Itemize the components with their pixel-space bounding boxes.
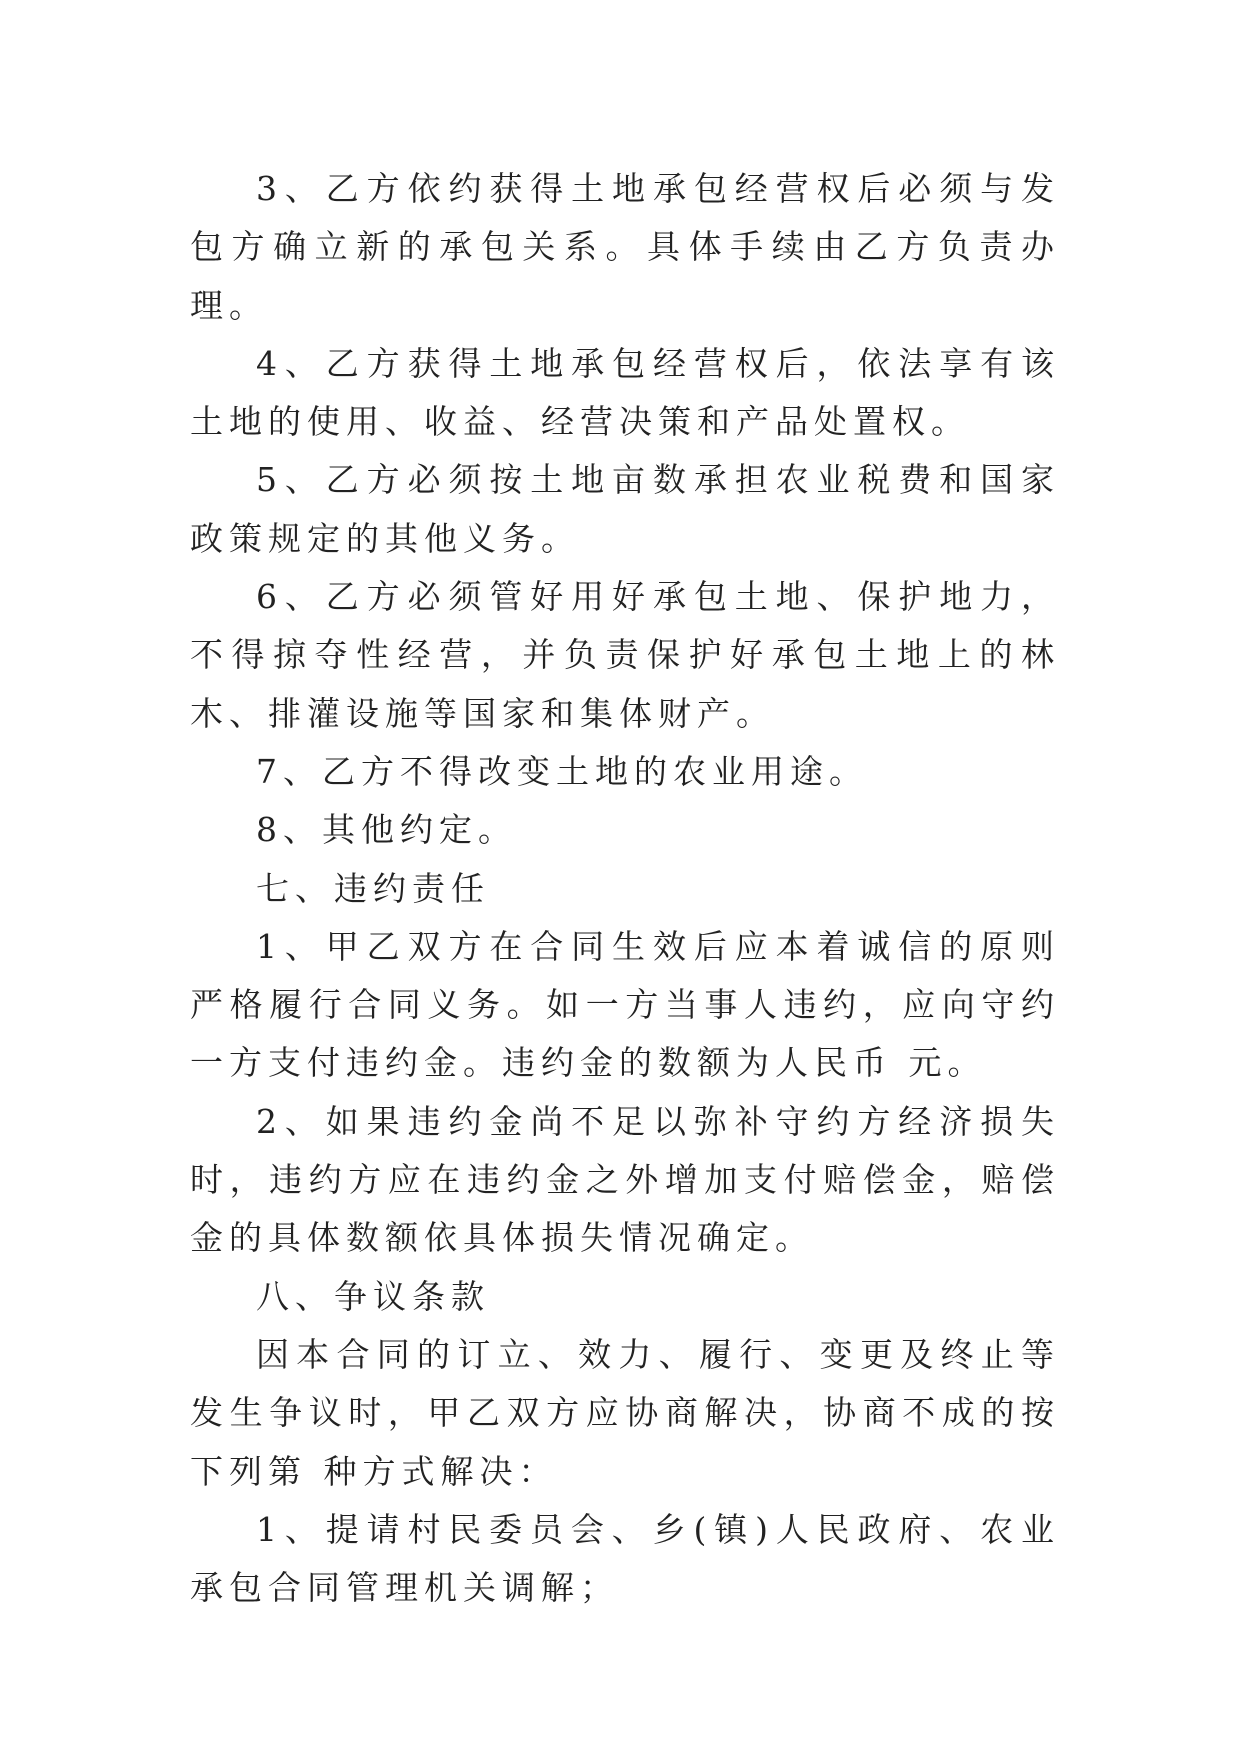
section-heading-liability: 七、违约责任	[256, 868, 490, 908]
liability-clause-2: 2、如果违约金尚不足以弥补守约方经济损失时，违约方应在违约金之外增加支付赔偿金，赔偿金的具体数额依具体损失情况确定。	[190, 1101, 1060, 1258]
dispute-intro: 因本合同的订立、效力、履行、变更及终止等发生争议时，甲乙双方应协商解决，协商不成的按下列第 种方式解决：	[190, 1334, 1060, 1491]
clause-3-obligation: 3、乙方依约获得土地承包经营权后必须与发包方确立新的承包关系。具体手续由乙方负责办理。	[190, 169, 1060, 325]
clause-6-land-protection: 6、乙方必须管好用好承包土地、保护地力，不得掠夺性经营，并负责保护好承包土地上的林木、排灌设施等国家和集体财产。	[190, 577, 1060, 733]
document-body	[190, 160, 1060, 1617]
liability-clause-1: 1、甲乙双方在合同生效后应本着诚信的原则严格履行合同义务。如一方当事人违约，应向守约一方支付违约金。违约金的数额为人民币 元。	[190, 926, 1060, 1083]
clause-4-rights: 4、乙方获得土地承包经营权后，依法享有该土地的使用、收益、经营决策和产品处置权。	[190, 343, 1060, 442]
clause-7-land-use: 7、乙方不得改变土地的农业用途。	[256, 751, 868, 791]
clause-5-taxes: 5、乙方必须按土地亩数承担农业税费和国家政策规定的其他义务。	[190, 460, 1060, 558]
dispute-option-1: 1、提请村民委员会、乡(镇)人民政府、农业承包合同管理机关调解；	[190, 1509, 1060, 1608]
section-heading-disputes: 八、争议条款	[256, 1276, 490, 1316]
clause-8-other: 8、其他约定。	[256, 810, 517, 850]
